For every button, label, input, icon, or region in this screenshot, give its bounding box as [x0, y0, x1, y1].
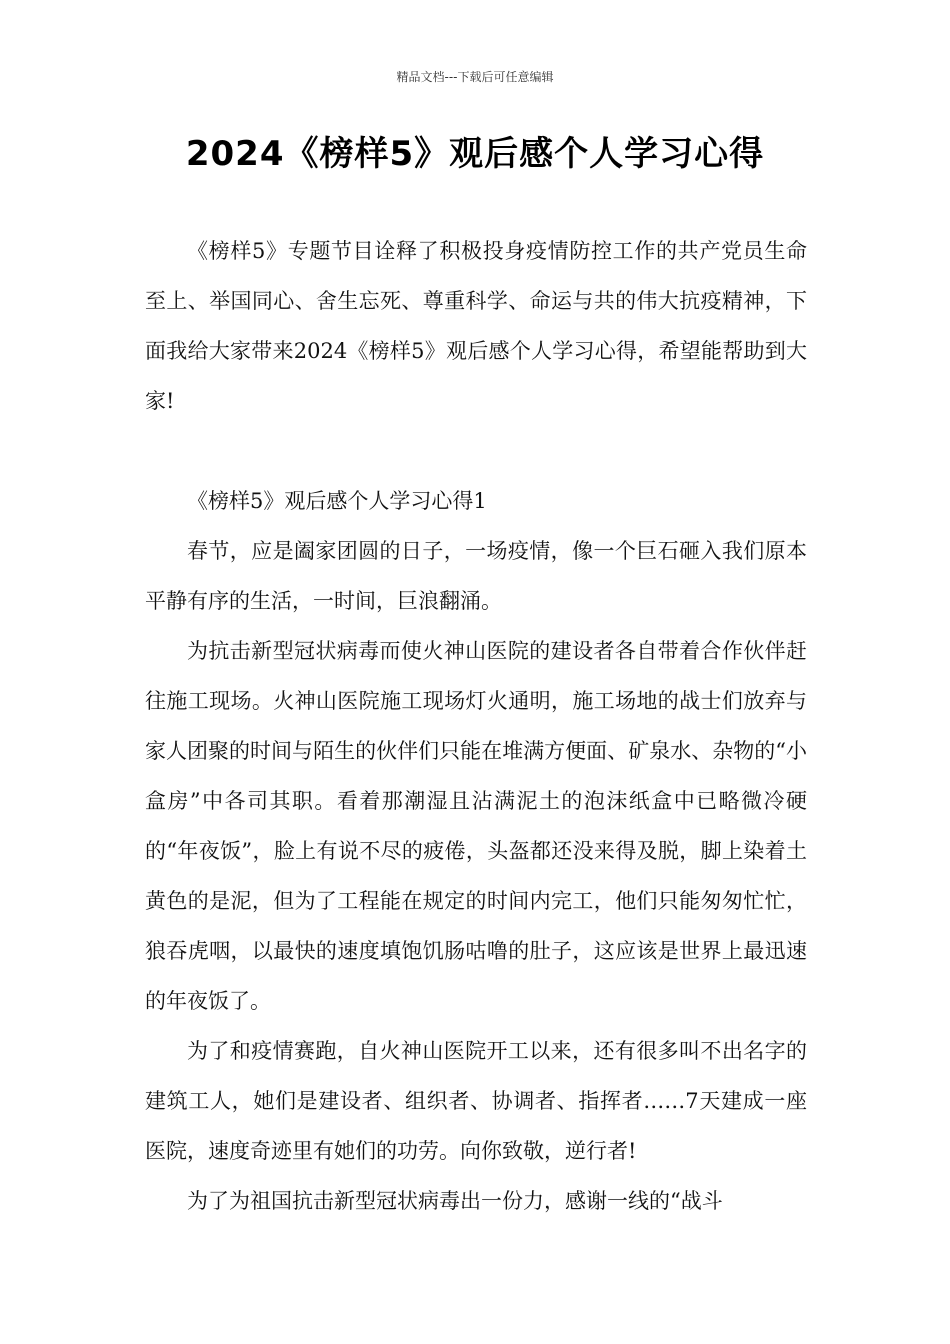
intro-block: [145, 226, 807, 426]
document-title: 2024《榜样5》观后感个人学习心得: [185, 134, 765, 174]
body-paragraph: 为了为祖国抗击新型冠状病毒出一份力，感谢一线的“战斗: [187, 1189, 723, 1213]
body-paragraph: 为抗击新型冠状病毒而使火神山医院的建设者各自带着合作伙伴赶往施工现场。火神山医院施工现场灯火通明，施工场地的战士们放弃与家人团聚的时间与陌生的伙伴们只能在堆满方便面、矿泉水、杂物的“小盒房”中各司其职。看着那潮湿且沾满泥土的泡沫纸盒中已略微冷硬的“年夜饭”，脸上有说不尽的疲倦，头盔都还没来得及脱，脚上染着土黄色的是泥，但为了工程能在规定的时间内完工，他们只能匆匆忙忙，狼吞虎咽，以最快的速度填饱饥肠咕噜的肚子，这应该是世界上最迅速的年夜饭了。: [145, 639, 807, 1013]
section-1: [145, 476, 807, 1226]
intro-paragraph: 《榜样5》专题节目诠释了积极投身疫情防控工作的共产党员生命至上、举国同心、舍生忘死、尊重科学、命运与共的伟大抗疫精神，下面我给大家带来2024《榜样5》观后感个人学习心得，希望能帮助到大家!: [145, 239, 807, 413]
section-heading: 《榜样5》观后感个人学习心得1: [187, 489, 487, 513]
body-paragraph: 为了和疫情赛跑，自火神山医院开工以来，还有很多叫不出名字的建筑工人，她们是建设者、组织者、协调者、指挥者……7天建成一座医院，速度奇迹里有她们的功劳。向你致敬，逆行者!: [145, 1039, 807, 1163]
body-paragraph: 春节，应是阖家团圆的日子，一场疫情，像一个巨石砸入我们原本平静有序的生活，一时间，巨浪翻涌。: [145, 539, 807, 613]
header-note: 精品文档---下载后可任意编辑: [396, 70, 554, 84]
